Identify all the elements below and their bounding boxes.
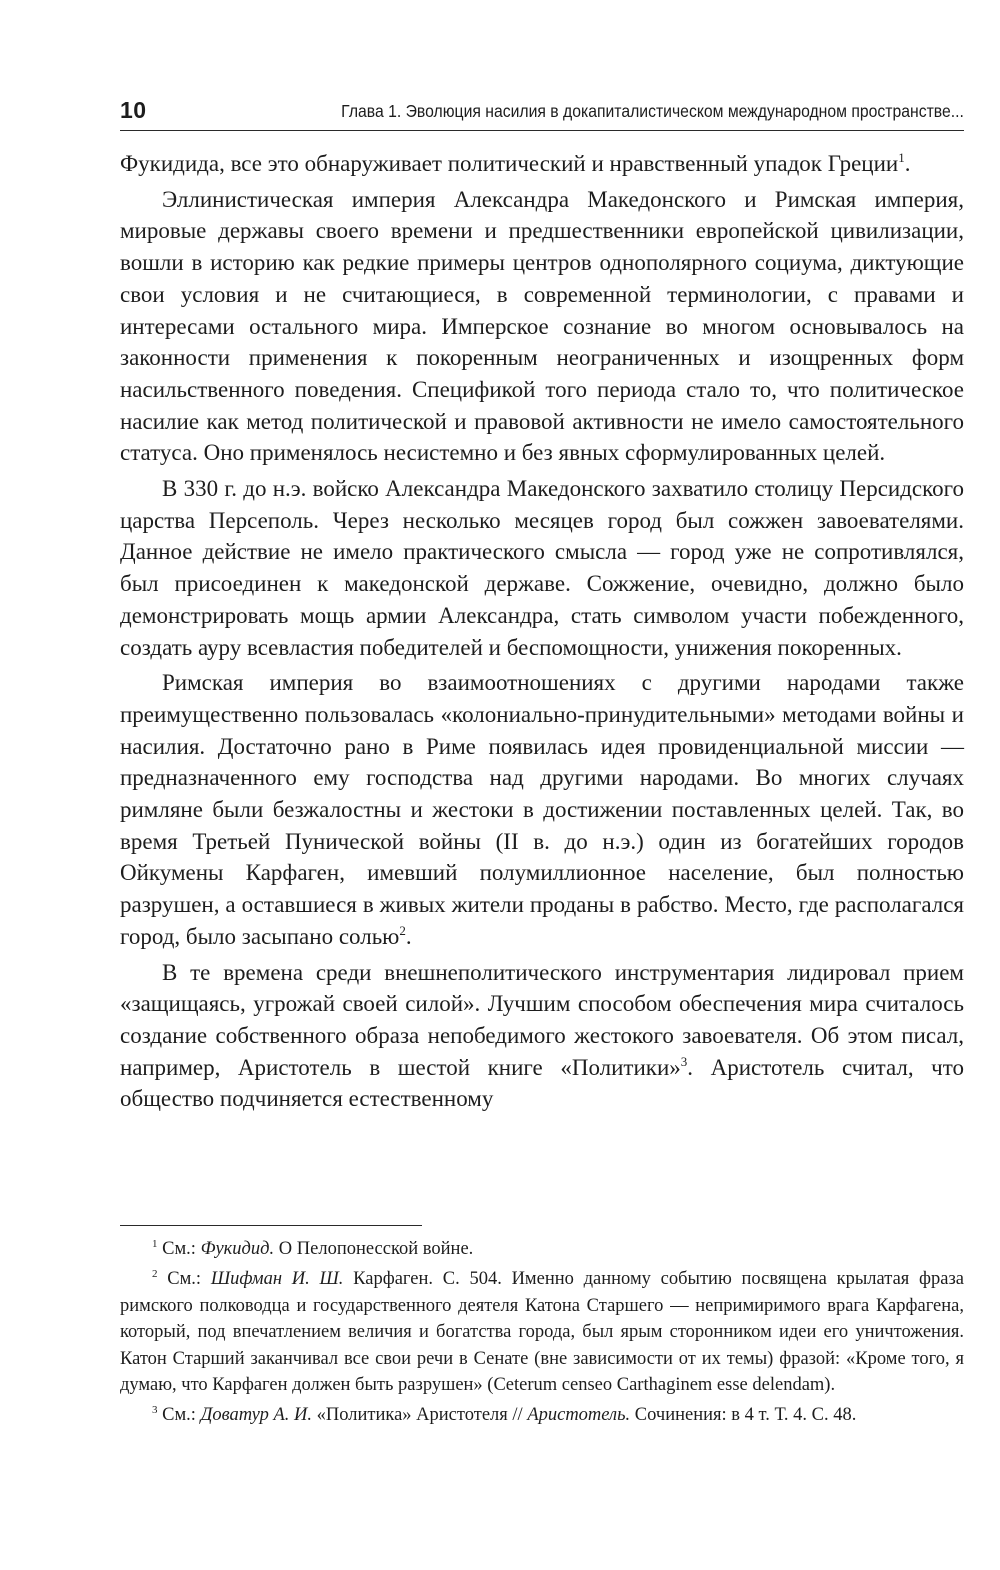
page-number: 10: [120, 97, 147, 123]
footnote-2: $^2$ См.: Шифман И. Ш. Карфаген. С. 504. Именно данному событию посвящена крылатая фраза римского полководца и государственного деятеля Катона Старшего — непримиримого врага Карфагена, который, под впечатлением величия и богатства города, был ярым сторонником идеи его уничтожения. Катон Старший заканчивал все свои речи в Сенате (вне зависимости от их темы) фразой: «Кроме того, я думаю, что Карфаген должен быть разрушен» (Ceterum censeo Carthaginem esse delendam).: [120, 1268, 965, 1396]
footnote-1: $^1$ См.: Фукидид. О Пелопонесской войне.: [152, 1238, 474, 1259]
footnote-ref-3: 3: [680, 1053, 688, 1069]
footnote-3: $^3$ См.: Доватур А. И. «Политика» Аристотеля // Аристотель. Сочинения: в 4 т. Т. 4. С. 48.: [152, 1404, 857, 1426]
footnote-ref-2: 2: [399, 922, 406, 938]
main-text: [120, 148, 964, 1119]
footnote-ref-1: 1: [898, 150, 905, 165]
paragraph-3: В 330 г. до н.э. войско Александра Македонского захватило столицу Персидского царства Персеполь. Через несколько месяцев город был сожжен завоевателями. Данное действие не имело практического смысла — город уже не сопротивлялся, был присоединен к македонской державе. Сожжение, очевидно, должно было демонстрировать мощь армии Александра, стать символом участи побежденного, создать ауру всевластия победителей и беспомощности, унижения покоренных.: [120, 476, 964, 660]
chapter-title: Глава 1. Эволюция насилия в докапиталистическом международном пространстве...: [341, 101, 964, 121]
footnotes: [120, 1236, 964, 1433]
running-head: [120, 96, 964, 131]
paragraph-4: Римская империя во взаимоотношениях с другими народами также преимущественно пользовалась «колониально-принудительными» методами войны и насилия. Достаточно рано в Риме появилась идея провиденциальной миссии — предназначенного ему господства над другими народами. Во многих случаях римляне были безжалостны и жестоки в достижении поставленных целей. Так, во время Третьей Пунической войны (II в. до н.э.) один из богатейших городов Ойкумены Карфаген, имевший полумиллионное население, был полностью разрушен, а оставшиеся в живых жители проданы в рабство. Место, где располагался город, было засыпано солью$^2$.: [120, 670, 964, 949]
footnote-divider: [120, 1225, 422, 1226]
paragraph-5: В те времена среди внешнеполитического инструментария лидировал прием «защищаясь, угрожай своей силой». Лучшим способом обеспечения мира считалось создание собственного образа непобедимого жестокого завоевателя. Об этом писал, например, Аристотель в шестой книге «Политики»$^3$. Аристотель считал, что общество подчиняется естественному: [120, 959, 964, 1112]
paragraph-1: Фукидида, все это обнаруживает политический и нравственный упадок Греции$^1$.: [120, 150, 911, 176]
paragraph-2: Эллинистическая империя Александра Македонского и Римская империя, мировые державы своего времени и предшественники европейской цивилизации, вошли в историю как редкие примеры центров однополярного социума, диктующие свои условия и не считающиеся, в современной терминологии, с правами и интересами остального мира. Имперское сознание во многом основывалось на законности применения к покоренным неограниченных и изощренных форм насильственного поведения. Спецификой того периода стало то, что политическое насилие как метод политической и правовой активности не имело самостоятельного статуса. Оно применялось несистемно и без явных сформулированных целей.: [120, 186, 964, 466]
